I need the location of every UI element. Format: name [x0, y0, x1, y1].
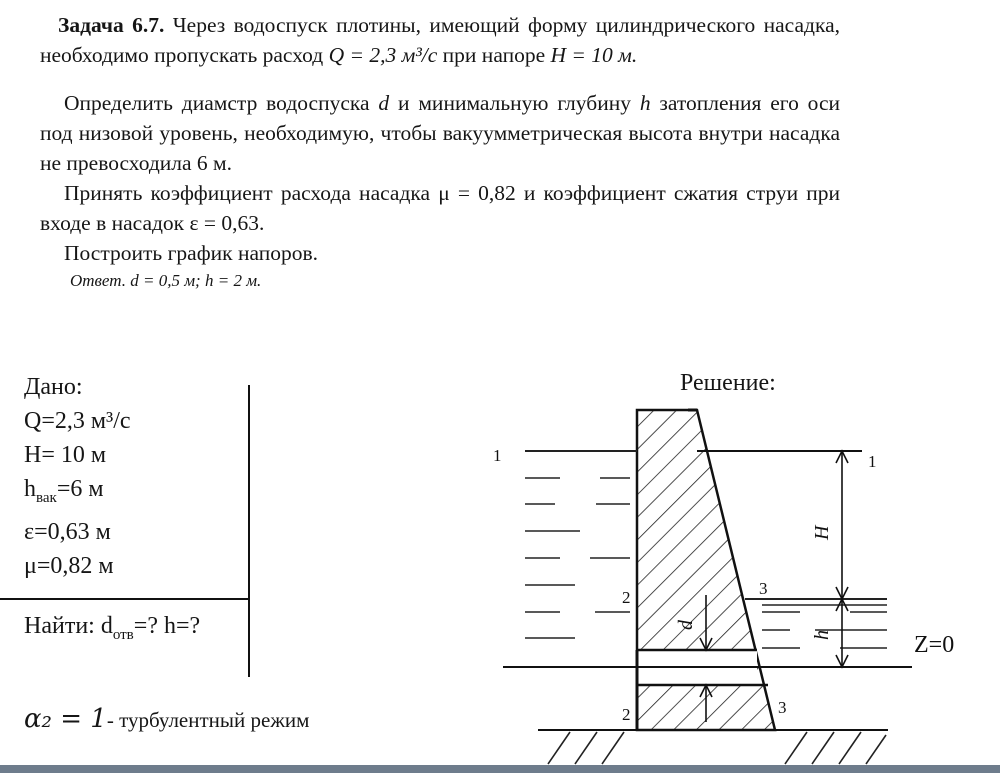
find-label: Найти: d	[24, 613, 113, 639]
solution-title: Решение:	[680, 370, 776, 396]
section-1-right-label: 1	[868, 452, 877, 471]
given-h: H= 10 м	[24, 442, 107, 468]
given-title: Дано:	[24, 374, 83, 400]
find-sub: отв	[112, 626, 134, 643]
given-mu: μ=0,82 м	[24, 552, 114, 579]
problem-h-value: H = 10 м.	[550, 43, 638, 67]
problem-paragraph-4: Построить график напоров.	[64, 241, 319, 265]
alpha-math: α₂ = 1	[24, 704, 107, 734]
find-rest: =? h=?	[133, 613, 201, 639]
alpha-text: - турбулентный режим	[106, 708, 310, 732]
section-2-bottom-label: 2	[622, 705, 631, 724]
given-eps: ε=0,63 м	[24, 518, 111, 545]
given-hvak-sub: вак	[36, 489, 57, 506]
problem-p2-a: Определить диамстр водоспуска	[64, 91, 370, 115]
dimension-h	[836, 599, 848, 667]
h-label: h	[811, 630, 833, 640]
section-3-bottom-label: 3	[778, 698, 787, 717]
problem-paragraph-3: Принять коэффициент расхода насадка μ = 0,82 и коэффициент сжатия струи при входе в насадок ε = 0,63.	[40, 181, 840, 235]
problem-p2-c: затопления его оси под низовой уровень, необходимую, чтобы вакуумметрическая высота внутри насадка не превосходила 6 м.	[40, 91, 841, 175]
dimension-H	[836, 451, 848, 599]
bottom-bar	[0, 765, 1000, 773]
upstream-water	[525, 451, 637, 638]
ground	[538, 730, 888, 764]
given-hvak-rest: =6 м	[56, 476, 104, 502]
problem-p2-h: h	[639, 91, 651, 115]
problem-p2-b: и минимальную глубину	[397, 91, 631, 115]
problem-p1-mid: при напоре	[442, 43, 546, 67]
problem-answer: Ответ. d = 0,5 м; h = 2 м.	[70, 271, 262, 290]
section-2-top-label: 2	[622, 588, 631, 607]
given-q: Q=2,3 м³/с	[24, 408, 131, 434]
problem-p2-d: d	[378, 91, 390, 115]
d-label: d	[675, 620, 697, 630]
section-1-left-label: 1	[493, 446, 502, 465]
problem-p1-text: Через водоспуск плотины, имеющий форму цилиндрического насадка, необходимо пропускать расход	[40, 13, 841, 67]
z0-label: Z=0	[914, 632, 955, 658]
given-hvak-main: h	[24, 476, 36, 502]
H-label: H	[811, 525, 833, 540]
problem-q-value: Q = 2,3 м³/с	[328, 43, 438, 67]
section-3-top-label: 3	[759, 579, 768, 598]
problem-number: Задача 6.7.	[58, 13, 165, 37]
